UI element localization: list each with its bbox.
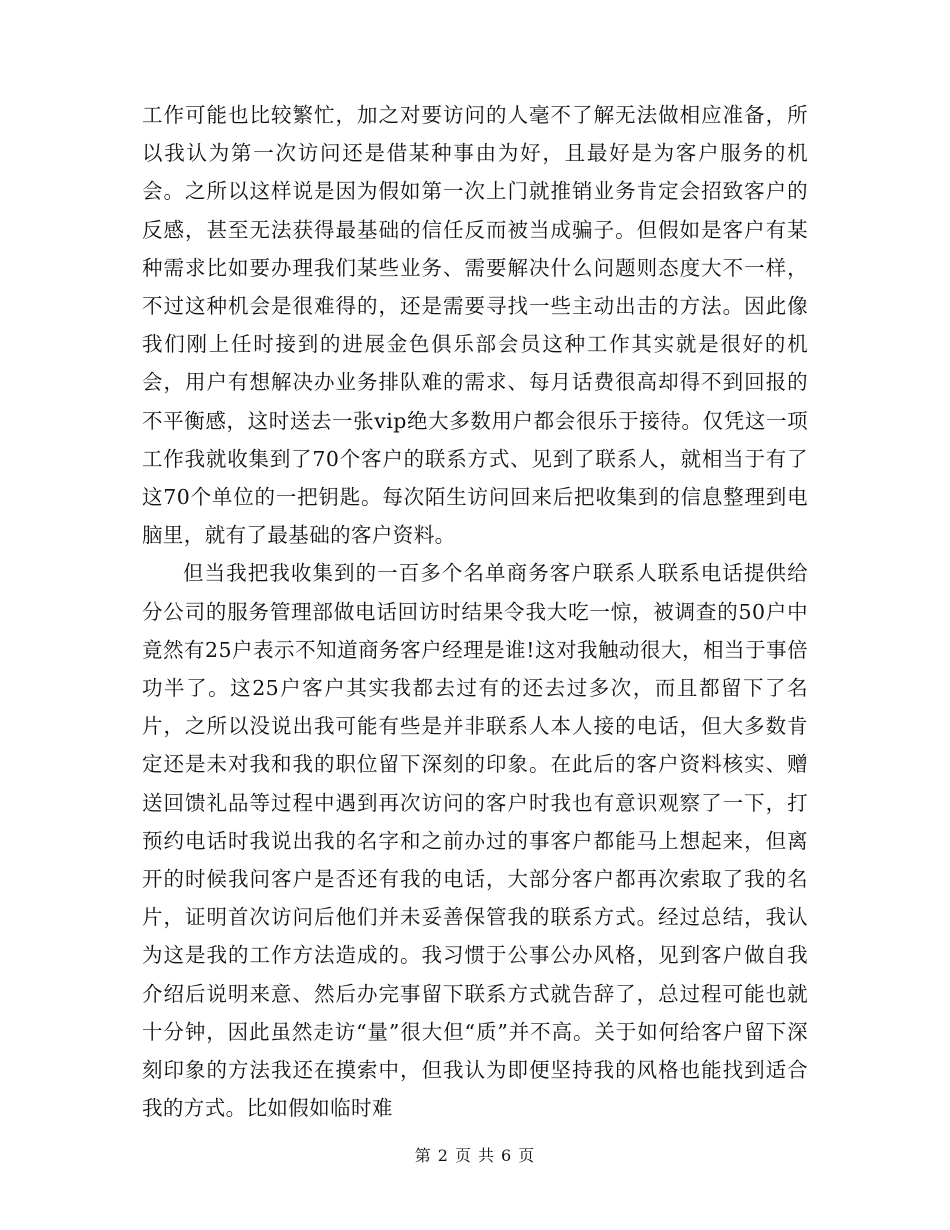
footer-page-total: 6 — [501, 1146, 513, 1165]
paragraph-2: 但当我把我收集到的一百多个名单商务客户联系人联系电话提供给分公司的服务管理部做电话回访时结果令我大吃一惊，被调查的50户中竟然有25户表示不知道商务客户经理是谁!这对我触动很大，相当于事倍功半了。这25户客户其实我都去过有的还去过多次，而且都留下了名片，之所以没说出我可能有些是并非联系人本人接的电话，但大多数肯定还是未对我和我的职位留下深刻的印象。在此后的客户资料核实、赠送回馈礼品等过程中遇到再次访问的客户时我也有意识观察了一下，打预约电话时我说出我的名字和之前办过的事客户都能马上想起来，但离开的时候我问客户是否还有我的电话，大部分客户都再次索取了我的名片，证明首次访问后他们并未妥善保管我的联系方式。经过总结，我认为这是我的工作方法造成的。我习惯于公事公办风格，见到客户做自我介绍后说明来意、然后办完事留下联系方式就告辞了，总过程可能也就十分钟，因此虽然走访“量”很大但“质”并不高。关于如何给客户留下深刻印象的方法我还在摸索中，但我认为即便坚持我的风格也能找到适合我的方式。比如假如临时难 — [142, 561, 808, 1121]
paragraph-1: 工作可能也比较繁忙，加之对要访问的人毫不了解无法做相应准备，所以我认为第一次访问还是借某种事由为好，且最好是为客户服务的机会。之所以这样说是因为假如第一次上门就推销业务肯定会招致客户的反感，甚至无法获得最基础的信任反而被当成骗子。但假如是客户有某种需求比如要办理我们某些业务、需要解决什么问题则态度大不一样，不过这种机会是很难得的，还是需要寻找一些主动出击的方法。因此像我们刚上任时接到的进展金色俱乐部会员这种工作其实就是很好的机会，用户有想解决办业务排队难的需求、每月话费很高却得不到回报的不平衡感，这时送去一张vip绝大多数用户都会很乐于接待。仅凭这一项工作我就收集到了70个客户的联系方式、见到了联系人，就相当于有了这70个单位的一把钥匙。每次陌生访问回来后把收集到的信息整理到电脑里，就有了最基础的客户资料。 — [142, 103, 808, 548]
document-body — [142, 96, 808, 1127]
footer-page-current: 2 — [437, 1146, 449, 1165]
footer-label-di: 第 — [414, 1146, 432, 1165]
page-footer — [0, 1143, 950, 1166]
footer-label-ye-end: 页 — [518, 1146, 536, 1165]
footer-label-gong: 共 — [478, 1146, 496, 1165]
footer-label-ye: 页 — [454, 1146, 472, 1165]
